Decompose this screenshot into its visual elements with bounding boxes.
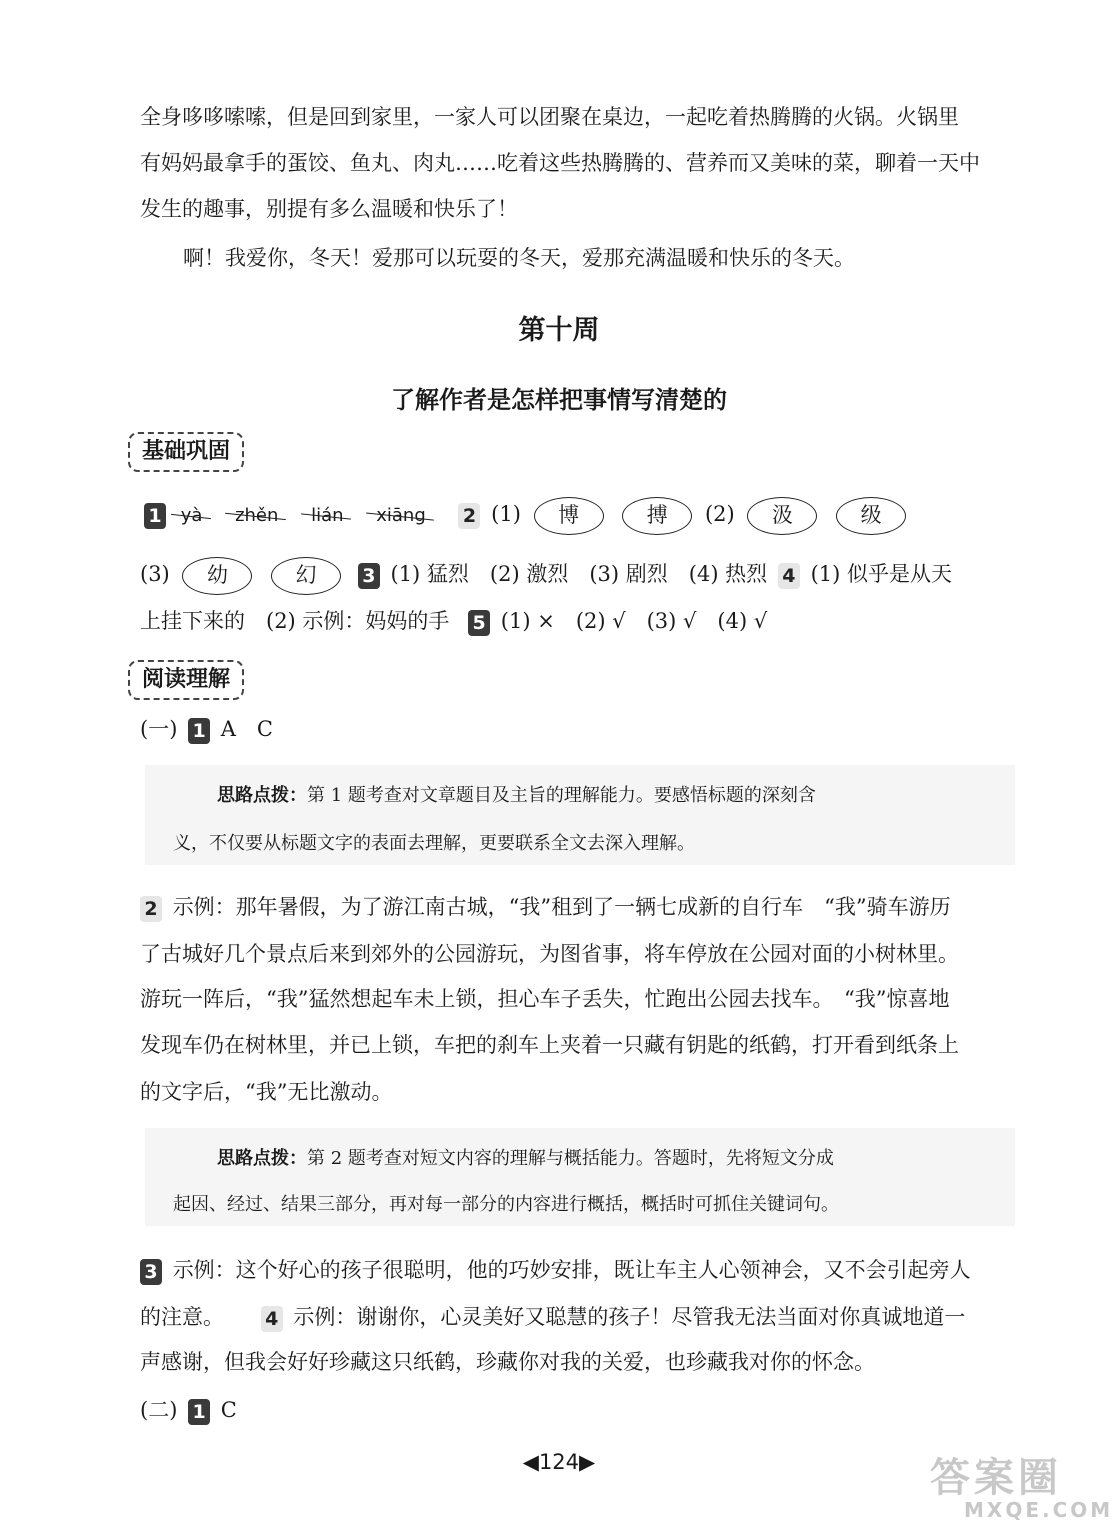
reading-q3-badge: 3	[140, 1259, 162, 1285]
page-number: ◀124▶	[522, 1450, 596, 1474]
reading-q1-answer: A C	[220, 717, 273, 741]
tip2-line-1: 思路点拨：第 2 题考查对短文内容的理解与概括能力。答题时，先将短文分成	[217, 1148, 834, 1169]
reading-q2-line-1: 2 示例：那年暑假，为了游江南古城，“我”租到了一辆七成新的自行车 “我”骑车游历	[140, 884, 951, 931]
q4-answer-part-b: 上挂下来的 (2) 示例：妈妈的手	[140, 609, 450, 633]
q4-answer-part-a: (1) 似乎是从天	[810, 562, 952, 586]
tip1-line-2: 义，不仅要从标题文字的表面去理解，更要联系全文去深入理解。	[173, 833, 695, 854]
circled-char-ji1: 汲	[747, 497, 817, 535]
circled-char-ji2: 级	[836, 497, 906, 535]
tip1-line-1: 思路点拨：第 1 题考查对文章题目及主旨的理解能力。要感悟标题的深刻含	[217, 785, 816, 806]
pinyin-3: lián	[311, 492, 343, 539]
intro-line-1: 全身哆哆嗦嗦，但是回到家里，一家人可以团聚在桌边，一起吃着热腾腾的火锅。火锅里	[140, 105, 959, 129]
question-3-badge: 3	[358, 563, 380, 589]
part-2-label: (二)	[140, 1398, 178, 1422]
tip-box-1	[145, 765, 1015, 865]
reading-q2-line-3: 游玩一阵后，“我”猛然想起车未上锁，担心车子丢失，忙跑出公园去找车。 “我”惊喜地	[140, 987, 950, 1011]
reading-part2-q1-answer: C	[220, 1398, 237, 1422]
basics-row-2	[140, 551, 952, 598]
q2-part-1: (1)	[491, 502, 521, 526]
watermark-bottom: MXQE.COM	[964, 1498, 1114, 1522]
question-5-badge: 5	[468, 610, 490, 636]
watermark-logo	[930, 1446, 1114, 1526]
reading-q2-line-2: 了古城好几个景点后来到郊外的公园游玩，为图省事，将车停放在公园对面的小树林里。	[140, 942, 959, 966]
pinyin-2: zhěn	[235, 492, 278, 539]
reading-q2-line-4: 发现车仍在树林里，并已上锁，车把的刹车上夹着一只藏有钥匙的纸鹤，打开看到纸条上	[140, 1033, 959, 1057]
tip-box-2	[145, 1128, 1015, 1226]
circled-char-bo1: 博	[534, 497, 604, 535]
reading-q2-badge: 2	[140, 896, 162, 922]
question-2-badge: 2	[458, 503, 480, 529]
tip1-label: 思路点拨：	[217, 785, 307, 806]
reading-q1-badge: 1	[188, 718, 210, 744]
reading-part-2-row	[140, 1387, 237, 1434]
tip2-label: 思路点拨：	[217, 1148, 307, 1169]
circled-char-huan: 幻	[271, 557, 341, 595]
reading-q2-line-5: 的文字后，“我”无比激动。	[140, 1080, 393, 1104]
intro-line-2: 有妈妈最拿手的蛋饺、鱼丸、肉丸……吃着这些热腾腾的、营养而又美味的菜，聊着一天中	[140, 151, 980, 175]
reading-q3-line-1: 3 示例：这个好心的孩子很聪明，他的巧妙安排，既让车主人心领神会，又不会引起旁人	[140, 1247, 971, 1294]
q5-answers: (1) × (2) √ (3) √ (4) √	[500, 609, 768, 633]
basics-row-1	[140, 491, 912, 539]
reading-q4-line-3: 声感谢，但我会好好珍藏这只纸鹤，珍藏你对我的关爱，也珍藏我对你的怀念。	[140, 1350, 875, 1374]
question-1-badge: 1	[144, 503, 166, 529]
pinyin-1: yà	[181, 492, 203, 539]
q2-part-3: (3)	[140, 562, 170, 586]
reading-part2-q1-badge: 1	[188, 1399, 210, 1425]
question-4-badge: 4	[778, 563, 800, 589]
watermark-top: 答案圈	[930, 1455, 1062, 1501]
part-1-label: (一)	[140, 717, 178, 741]
section-reading-label: 阅读理解	[128, 660, 244, 700]
reading-q3-line-2: 的注意。 4 示例：谢谢你，心灵美好又聪慧的孩子！尽管我无法当面对你真诚地道一	[140, 1305, 966, 1330]
pinyin-4: xiāng	[376, 492, 426, 539]
q3-answers: (1) 猛烈 (2) 激烈 (3) 剧烈 (4) 热烈	[390, 562, 768, 586]
circled-char-bo2: 搏	[622, 497, 692, 535]
circled-char-you: 幼	[182, 557, 252, 595]
week-title: 第十周	[518, 315, 600, 346]
q2-part-2: (2)	[704, 502, 735, 526]
tip2-line-2: 起因、经过、结果三部分，再对每一部分的内容进行概括，概括时可抓住关键词句。	[173, 1194, 839, 1215]
intro-line-4: 啊！我爱你，冬天！爱那可以玩耍的冬天，爱那充满温暖和快乐的冬天。	[183, 246, 855, 270]
basics-row-3	[140, 598, 767, 645]
reading-q4-badge: 4	[261, 1306, 283, 1332]
section-basics-label: 基础巩固	[128, 432, 244, 472]
reading-part-1-row	[140, 706, 273, 753]
unit-title: 了解作者是怎样把事情写清楚的	[391, 386, 727, 414]
intro-line-3: 发生的趣事，别提有多么温暖和快乐了！	[140, 197, 518, 221]
